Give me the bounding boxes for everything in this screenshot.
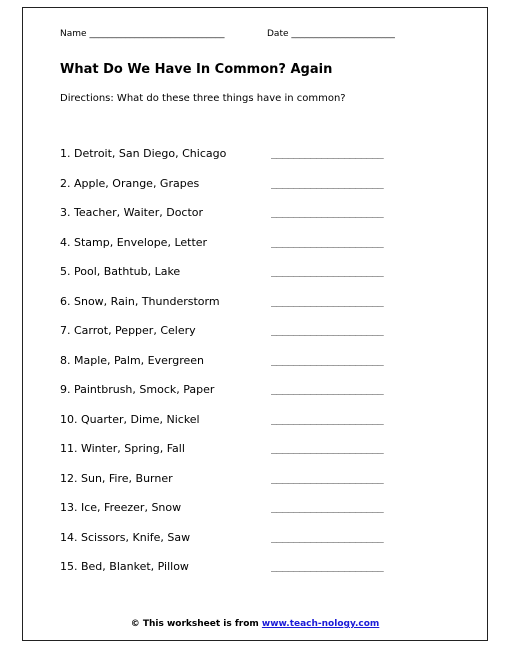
question-text: 5. Pool, Bathtub, Lake — [60, 265, 181, 278]
answer-blank: ____________________ — [271, 443, 384, 454]
question-text: 13. Ice, Freezer, Snow — [60, 501, 182, 514]
question-text: 8. Maple, Palm, Evergreen — [60, 353, 204, 367]
question-text: 11. Winter, Spring, Fall — [60, 442, 185, 455]
date-label: Date — [267, 29, 289, 39]
question-item — [60, 294, 440, 324]
answer-blank: ____________________ — [271, 266, 384, 277]
question-text: 1. Detroit, San Diego, Chicago — [60, 147, 227, 160]
question-text: 4. Stamp, Envelope, Letter — [60, 235, 208, 249]
question-list — [60, 146, 440, 589]
question-item — [60, 500, 440, 530]
footer-link[interactable]: www.teach-nology.com — [261, 619, 380, 629]
directions-text: Directions: What do these three things have in common? — [60, 93, 346, 104]
question-item — [60, 382, 440, 412]
date-blank: _______________________ — [291, 29, 395, 39]
question-item — [60, 146, 440, 176]
footer-text: © This worksheet is from — [130, 619, 259, 629]
question-item — [60, 353, 440, 383]
question-text: 10. Quarter, Dime, Nickel — [60, 412, 200, 426]
question-text: 3. Teacher, Waiter, Doctor — [60, 206, 204, 219]
answer-blank: ____________________ — [271, 472, 384, 484]
answer-blank: ____________________ — [271, 207, 384, 218]
name-label: Name — [60, 29, 87, 39]
question-item — [60, 559, 440, 589]
question-item — [60, 264, 440, 294]
answer-blank: ____________________ — [271, 531, 384, 543]
question-text: 2. Apple, Orange, Grapes — [60, 176, 200, 190]
date-field — [267, 29, 395, 40]
answer-blank: ____________________ — [271, 502, 384, 513]
question-item — [60, 235, 440, 265]
answer-blank: ____________________ — [271, 561, 384, 572]
footer — [0, 619, 510, 629]
answer-blank: ____________________ — [271, 236, 384, 248]
answer-blank: ____________________ — [271, 295, 384, 307]
answer-blank: ____________________ — [271, 413, 384, 425]
answer-blank: ____________________ — [271, 177, 384, 189]
question-text: 7. Carrot, Pepper, Celery — [60, 324, 196, 337]
answer-blank: ____________________ — [271, 354, 384, 366]
name-field — [60, 29, 224, 40]
worksheet-title: What Do We Have In Common? Again — [60, 62, 333, 77]
question-text: 9. Paintbrush, Smock, Paper — [60, 383, 215, 396]
answer-blank: ____________________ — [271, 384, 384, 395]
question-text: 14. Scissors, Knife, Saw — [60, 530, 191, 544]
question-item — [60, 323, 440, 353]
question-item — [60, 205, 440, 235]
answer-blank: ____________________ — [271, 148, 384, 159]
question-item — [60, 176, 440, 206]
question-item — [60, 471, 440, 501]
question-item — [60, 441, 440, 471]
name-blank: ______________________________ — [89, 29, 225, 39]
question-item — [60, 530, 440, 560]
question-text: 15. Bed, Blanket, Pillow — [60, 560, 189, 573]
answer-blank: ____________________ — [271, 325, 384, 336]
question-text: 12. Sun, Fire, Burner — [60, 471, 173, 485]
question-text: 6. Snow, Rain, Thunderstorm — [60, 294, 220, 308]
question-item — [60, 412, 440, 442]
